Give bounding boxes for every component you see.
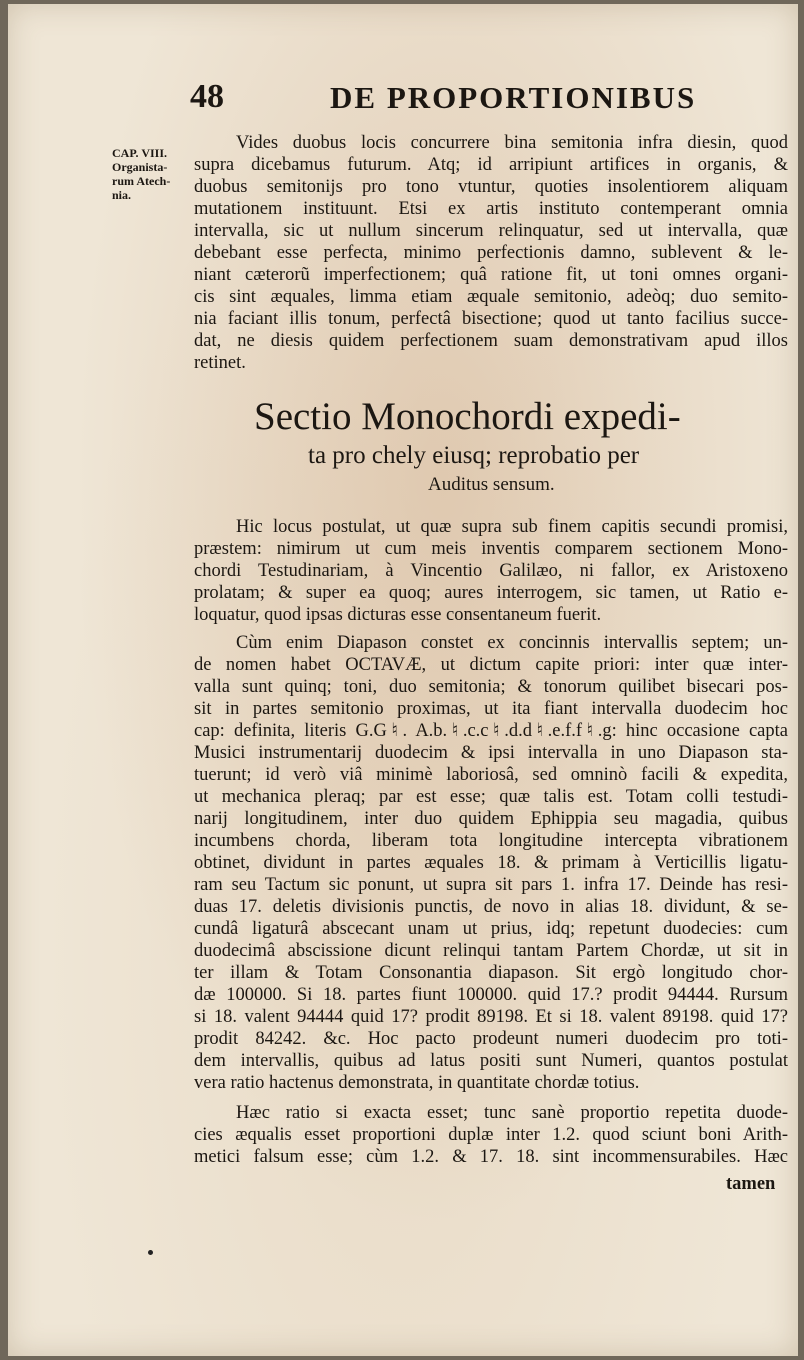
- margin-note: CAP. VIII.: [112, 146, 168, 160]
- section-heading: Sectio Monochordi expedi-: [254, 395, 681, 438]
- text-line: chordi Testudinariam, à Vincentio Galilæo, ni fallor, ex Aristoxeno: [194, 561, 788, 581]
- text-line: ram seu Tactum sic ponunt, ut supra sit pars 1. infra 17. Deinde has resi-: [194, 875, 788, 895]
- text-line: obtinet, dividunt in partes æquales 18. & primam à Verticillis ligatu-: [194, 853, 788, 873]
- text-line: Hic locus postulat, ut quæ supra sub finem capitis secundi promisi,: [236, 517, 788, 537]
- text-line: cap: definita, literis G.G♮. A.b.♮.c.c♮.d.d♮.e.f.f♮.g: hinc occasione capta: [194, 721, 788, 741]
- text-line: debebant esse perfecta, minimo perfectionis damno, sublevent & le-: [194, 243, 788, 263]
- paragraph-4: [194, 1102, 788, 1168]
- text-line: niant cæterorũ imperfectionem; quâ ratione fit, ut toni omnes organi-: [194, 265, 788, 285]
- text-line: duodecimâ abscissione dicunt relinqui tantam Partem Chordæ, ut sit in: [194, 941, 788, 961]
- text-line: ut mechanica pleraq; par est esse; quæ talis est. Totam colli testudi-: [194, 787, 788, 807]
- text-line: Musici instrumentarij duodecim & ipsi intervalla in uno Diapason sta-: [194, 743, 788, 763]
- text-line: tuerunt; id verò viâ minimè laboriosâ, sed omninò facili & expedita,: [194, 765, 788, 785]
- text-line: incumbens chorda, liberam tota longitudine intercepta vibrationem: [194, 831, 788, 851]
- text-line: duobus semitonijs pro tono vtuntur, quoties insolentiorem aliquam: [194, 177, 788, 197]
- text-line: cies æqualis esset proportioni duplæ inter 1.2. quod sciunt boni Arith-: [194, 1125, 788, 1145]
- text-line: loquatur, quod ipsas dicturas esse consentaneum fuerit.: [194, 605, 602, 625]
- margin-note: nia.: [112, 188, 132, 202]
- text-line: Cùm enim Diapason constet ex concinnis intervallis septem; un-: [236, 633, 788, 653]
- ink-speck: [148, 1250, 153, 1255]
- catchword: tamen: [726, 1174, 776, 1194]
- text-line: præstem: nimirum ut cum meis inventis comparem sectionem Mono-: [194, 539, 788, 559]
- text-line: prolatam; & super ea quoq; aures interrogem, sic tamen, ut Ratio e-: [194, 583, 788, 603]
- text-line: vera ratio hactenus demonstrata, in quantitate chordæ totius.: [194, 1073, 640, 1093]
- margin-note: rum Atech-: [112, 174, 171, 188]
- text-line: cis sint æquales, limma etiam æquale semitonio, adeòq; duo semito-: [194, 287, 788, 307]
- paragraph-2: [194, 516, 788, 626]
- running-title: DE PROPORTIONIBUS: [330, 80, 697, 115]
- text-line: prodit 84242. &c. Hoc pacto prodeunt numeri duodecim pro toti-: [194, 1029, 788, 1049]
- margin-note: Organista-: [112, 160, 168, 174]
- text-line: intervalla, sic ut nullum sincerum relinquatur, sed ut intervalla, quæ: [194, 221, 788, 241]
- paragraph-3: [194, 632, 788, 1094]
- page-number: 48: [190, 78, 224, 115]
- text-line: dem intervallis, quibus ad latus positi sunt Numeri, quantos postulat: [194, 1051, 788, 1071]
- text-line: nia faciant illis tonum, perfectâ bisectione; quod ut tanto facilius succe-: [194, 309, 788, 329]
- page-header: [190, 78, 730, 118]
- text-line: dat, ne diesis quidem perfectionem suam demonstrativam apud illos: [194, 331, 788, 351]
- text-line: mutationem instituunt. Etsi ex artis instituto contemperant omnia: [194, 199, 788, 219]
- margin-notes: [112, 146, 192, 202]
- text-line: valla sunt quinq; toni, duo semitonia; & tonorum quilibet bisecari pos-: [194, 677, 788, 697]
- paragraph-1: [194, 132, 788, 374]
- text-line: supra dicebamus futurum. Atq; id arripiunt artifices in organis, &: [194, 155, 788, 175]
- section-subheading: ta pro chely eiusq; reprobatio per: [308, 442, 640, 469]
- text-line: de nomen habet OCTAVÆ, ut dictum capite priori: inter quæ inter-: [194, 655, 788, 675]
- text-line: dæ 100000. Si 18. partes fiunt 100000. quid 17.? prodit 94444. Rursum: [194, 985, 788, 1005]
- text-line: Vides duobus locis concurrere bina semitonia infra diesin, quod: [236, 133, 788, 153]
- book-page: [8, 4, 798, 1356]
- text-line: retinet.: [194, 353, 246, 373]
- section-subheading-2: Auditus sensum.: [428, 474, 555, 495]
- text-line: si 18. valent 94444 quid 17? prodit 89198. Et si 18. valent 89198. quid 17?: [194, 1007, 788, 1027]
- text-line: narij longitudinem, inter duo quidem Ephippia seu magadia, quibus: [194, 809, 788, 829]
- text-line: ter illam & Totam Consonantia diapason. Sit ergò longitudo chor-: [194, 963, 788, 983]
- text-line: cundâ ligaturâ abscecant unam ut prius, idq; repetunt duodecies: cum: [194, 919, 788, 939]
- text-line: duas 17. deletis divisionis punctis, de novo in alias 18. dividunt, & se-: [194, 897, 788, 917]
- text-line: Hæc ratio si exacta esset; tunc sanè proportio repetita duode-: [236, 1103, 788, 1123]
- text-line: metici falsum esse; cùm 1.2. & 17. 18. sint incommensurabiles. Hæc: [194, 1147, 788, 1167]
- text-line: sit in partes semitonio proximas, ut ita fiant intervalla duodecim hoc: [194, 699, 788, 719]
